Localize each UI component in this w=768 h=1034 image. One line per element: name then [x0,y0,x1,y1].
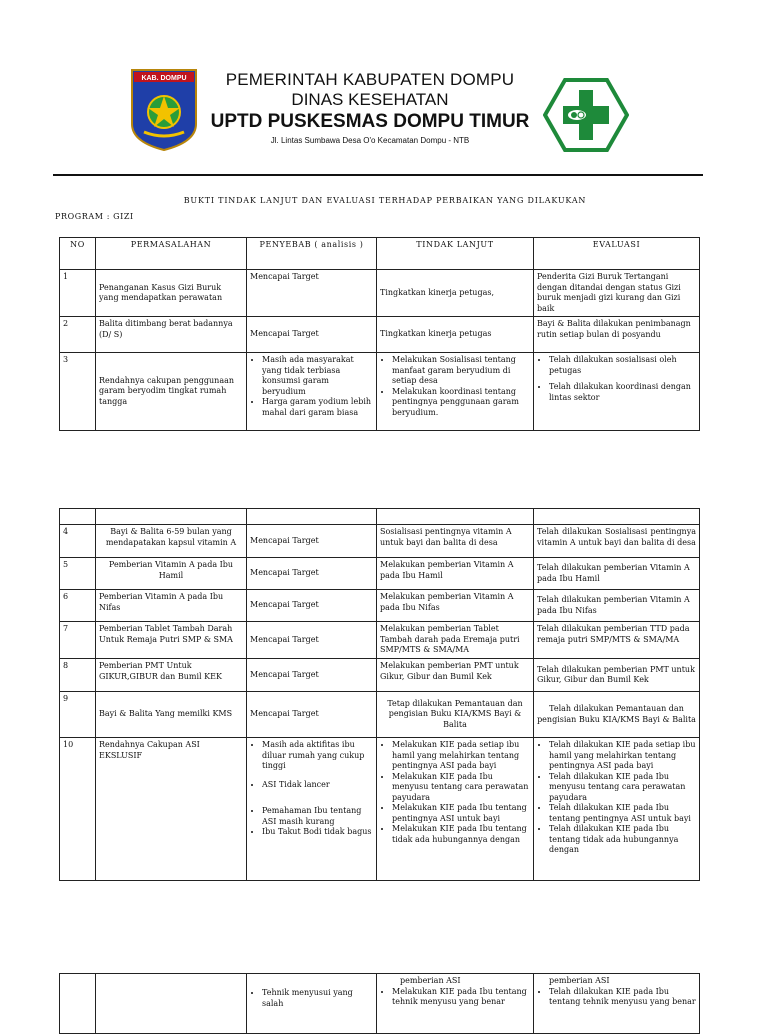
row-tindak-lanjut [377,974,534,1034]
row-penyebab: Mencapai Target [247,659,377,692]
row-penyebab: Mencapai Target [247,692,377,738]
row-evaluasi [534,353,700,431]
list-item: • Telah dilakukan koordinasi dengan lintas sektor [549,382,696,403]
tindak-list [380,740,530,845]
row-permasalahan: Rendahnya Cakupan ASI EKSLUSIF [96,738,247,881]
table-blank-row [60,509,700,525]
table-row [60,622,700,659]
row-evaluasi: Telah dilakukan Pemantauan dan pengisian Buku KIA/KMS Bayi & Balita [534,692,700,738]
row-penyebab [247,738,377,881]
row-permasalahan: Balita ditimbang berat badannya (D/ S) [96,317,247,353]
row-no: 8 [60,659,96,692]
table-header-row [60,238,700,270]
row-penyebab: Mencapai Target [247,622,377,659]
list-item: • Ibu Takut Bodi tidak bagus [262,827,373,838]
row-penyebab: Mencapai Target [247,270,377,317]
evaluasi-list [537,355,696,403]
row-permasalahan: Pemberian PMT Untuk GIKUR,GIBUR dan Bumil KEK [96,659,247,692]
row-evaluasi: Telah dilakukan pemberian Vitamin A pada Ibu Hamil [534,558,700,590]
row-tindak-lanjut [377,738,534,881]
list-item: • Tehnik menyusui yang salah [262,988,373,1009]
row-evaluasi: Telah dilakukan pemberian Vitamin A pada Ibu Nifas [534,590,700,622]
row-no: 3 [60,353,96,431]
row-tindak-lanjut: Melakukan pemberian Tablet Tambah darah pada Eremaja putri SMP/MTS & SMA/MA [377,622,534,659]
row-evaluasi: Bayi & Balita dilakukan penimbanagn rutin setiap bulan di posyandu [534,317,700,353]
row-permasalahan: Rendahnya cakupan penggunaan garam beryodim tingkat rumah tangga [96,353,247,431]
col-header-evaluasi: EVALUASI [534,238,700,270]
table-row [60,558,700,590]
list-item: • Telah dilakukan KIE pada Ibu tentang pentingnya ASI untuk bayi [549,803,696,824]
table-row [60,525,700,558]
list-item: • ASI Tidak lancer [262,780,373,791]
row-no: 1 [60,270,96,317]
table-row [60,590,700,622]
list-item: • Telah dilakukan KIE pada Ibu tentang tehnik menyusu yang benar [549,987,696,1008]
row-evaluasi: Telah dilakukan Sosialisasi pentingnya vitamin A untuk bayi dan balita di desa [534,525,700,558]
emblem-badge-text: KAB. DOMPU [141,75,187,82]
list-item: • Melakukan KIE pada setiap ibu hamil yang melahirkan tentang pentingnya ASI pada bayi [392,740,530,772]
letterhead [0,60,768,160]
header-rule [53,174,703,176]
row-evaluasi: Telah dilakukan pemberian PMT untuk Gikur, Gibur dan Bumil Kek [534,659,700,692]
row-evaluasi: Telah dilakukan pemberian TTD pada remaja putri SMP/MTS & SMA/MA [534,622,700,659]
row-penyebab: Mencapai Target [247,558,377,590]
row-permasalahan: Pemberian Vitamin A pada Ibu Hamil [96,558,247,590]
table-row [60,659,700,692]
address: Jl. Lintas Sumbawa Desa O'o Kecamatan Dompu - NTB [270,136,470,145]
row-tindak-lanjut: Melakukan pemberian Vitamin A pada Ibu Nifas [377,590,534,622]
row-penyebab [247,974,377,1034]
row-tindak-lanjut: Sosialisasi pentingnya vitamin A untuk bayi dan balita di desa [377,525,534,558]
tindak-list [380,987,530,1008]
evaluasi-list [537,987,696,1008]
table-row [60,270,700,317]
col-header-permasalahan: PERMASALAHAN [96,238,247,270]
tindak-list [380,355,530,418]
document-title: BUKTI TINDAK LANJUT DAN EVALUASI TERHADAP PERBAIKAN YANG DILAKUKAN [183,196,587,205]
row-no: 10 [60,738,96,881]
list-item: • Melakukan KIE pada Ibu tentang tehnik menyusu yang benar [392,987,530,1008]
col-header-tindak-lanjut: TINDAK LANJUT [377,238,534,270]
list-item: • Melakukan KIE pada Ibu tentang pentingnya ASI untuk bayi [392,803,530,824]
row-no: 5 [60,558,96,590]
row-tindak-lanjut: Melakukan pemberian PMT untuk Gikur, Gibur dan Bumil Kek [377,659,534,692]
list-item: • Harga garam yodium lebih mahal dari garam biasa [262,397,373,418]
puskesmas-logo [543,78,629,152]
kab-dompu-emblem [130,68,198,152]
table-row [60,974,700,1034]
row-penyebab [247,353,377,431]
row-tindak-lanjut: Tingkatkan kinerja petugas [377,317,534,353]
row-evaluasi [534,974,700,1034]
list-item: • Masih ada aktifitas ibu diluar rumah yang cukup tinggi [262,740,373,772]
continued-text: pemberian ASI [549,976,610,985]
row-permasalahan: Pemberian Vitamin A pada Ibu Nifas [96,590,247,622]
list-item: • Melakukan KIE pada Ibu tentang tidak ada hubungannya dengan [392,824,530,845]
list-item: • Melakukan koordinasi tentang pentingnya penggunaan garam beryudium. [392,387,530,419]
row-permasalahan: Bayi & Balita Yang memilki KMS [96,692,247,738]
letterhead-text [200,70,540,148]
row-permasalahan: Bayi & Balita 6-59 bulan yang mendapatakan kapsul vitamin A [96,525,247,558]
row-evaluasi: Penderita Gizi Buruk Tertangani dengan ditandai dengan status Gizi buruk menjadi gizi kurang dan Gizi baik [534,270,700,317]
row-evaluasi [534,738,700,881]
list-item: • Telah dilakukan sosialisasi oleh petugas [549,355,696,376]
row-tindak-lanjut [377,353,534,431]
row-tindak-lanjut: Tetap dilakukan Pemantauan dan pengisian Buku KIA/KMS Bayi & Balita [377,692,534,738]
row-no: 6 [60,590,96,622]
table-row [60,692,700,738]
evaluation-table-2 [59,508,700,881]
evaluation-table-1 [59,237,700,431]
list-item: • Telah dilakukan KIE pada Ibu menyusu tentang cara perawatan payudara [549,772,696,804]
penyebab-list [250,988,373,1009]
list-item: • Melakukan KIE pada Ibu menyusu tentang cara perawatan payudara [392,772,530,804]
row-no: 2 [60,317,96,353]
continued-text: pemberian ASI [400,976,461,985]
row-tindak-lanjut: Melakukan pemberian Vitamin A pada Ibu Hamil [377,558,534,590]
row-permasalahan: Penanganan Kasus Gizi Buruk yang mendapatkan perawatan [96,270,247,317]
program-label: PROGRAM : GIZI [55,212,134,221]
row-no: 4 [60,525,96,558]
col-header-no: NO [60,238,96,270]
agency-name: DINAS KESEHATAN [291,90,449,109]
row-penyebab: Mencapai Target [247,590,377,622]
row-penyebab: Mencapai Target [247,525,377,558]
list-item: • Melakukan Sosialisasi tentang manfaat garam beryudium di setiap desa [392,355,530,387]
penyebab-list [250,355,373,418]
unit-name: UPTD PUSKESMAS DOMPU TIMUR [210,111,530,132]
evaluasi-list [537,740,696,856]
row-no: 7 [60,622,96,659]
table-row [60,317,700,353]
list-item: • Telah dilakukan KIE pada Ibu tentang tidak ada hubungannya dengan [549,824,696,856]
evaluation-table-3 [59,973,700,1034]
table-row [60,738,700,881]
row-permasalahan: Pemberian Tablet Tambah Darah Untuk Remaja Putri SMP & SMA [96,622,247,659]
penyebab-list [250,740,373,838]
gov-name: PEMERINTAH KABUPATEN DOMPU [225,70,515,89]
row-tindak-lanjut: Tingkatkan kinerja petugas, [377,270,534,317]
list-item: • Pemahaman Ibu tentang ASI masih kurang [262,806,373,827]
list-item: • Masih ada masyarakat yang tidak terbiasa konsumsi garam beryudium [262,355,373,397]
table-row [60,353,700,431]
row-no: 9 [60,692,96,738]
row-penyebab: Mencapai Target [247,317,377,353]
list-item: • Telah dilakukan KIE pada setiap ibu hamil yang melahirkan tentang pentingnya ASI pada bayi [549,740,696,772]
col-header-penyebab: PENYEBAB ( analisis ) [247,238,377,270]
